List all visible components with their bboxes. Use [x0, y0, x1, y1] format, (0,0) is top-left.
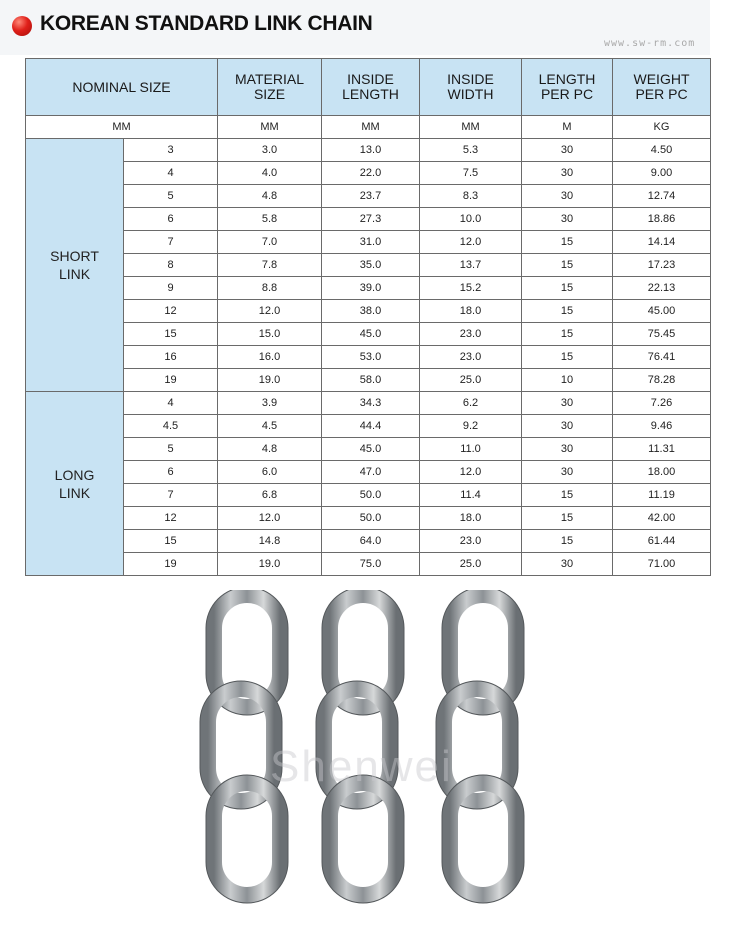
column-header-text: MATERIAL [235, 71, 304, 87]
table-cell: 23.7 [322, 185, 420, 208]
table-row [26, 254, 711, 277]
table-row [26, 553, 711, 576]
table-cell: 50.0 [322, 484, 420, 507]
table-cell: 45.0 [322, 438, 420, 461]
table-cell: 15 [522, 346, 613, 369]
table-row [26, 323, 711, 346]
table-cell: 6 [124, 461, 218, 484]
group-label-text: LINK [58, 484, 91, 501]
table-cell: 15 [124, 530, 218, 553]
table-row [26, 231, 711, 254]
column-header-text: INSIDE [447, 71, 494, 87]
column-header-text: PER PC [540, 86, 594, 102]
group-label-text: SHORT [50, 248, 99, 264]
table-cell: 30 [522, 392, 613, 415]
group-label-text: LINK [58, 266, 91, 282]
table-cell: 45.0 [322, 323, 420, 346]
table-cell: 4.8 [218, 438, 322, 461]
table-cell: 75.45 [613, 323, 711, 346]
table-cell: 14.14 [613, 231, 711, 254]
table-cell: 6.0 [218, 461, 322, 484]
column-header-text: SIZE [253, 86, 286, 102]
table-row [26, 300, 711, 323]
table-cell: 31.0 [322, 231, 420, 254]
column-header [420, 59, 522, 116]
table-row [26, 415, 711, 438]
table-cell: 23.0 [420, 530, 522, 553]
table-cell: 27.3 [322, 208, 420, 231]
table-cell: 5.3 [420, 139, 522, 162]
table-cell: 9.46 [613, 415, 711, 438]
table-row [26, 185, 711, 208]
table-cell: 15.0 [218, 323, 322, 346]
table-cell: 19 [124, 369, 218, 392]
table-cell: 18.0 [420, 300, 522, 323]
table-cell: 12.0 [420, 231, 522, 254]
table-cell: 22.13 [613, 277, 711, 300]
table-cell: 3.0 [218, 139, 322, 162]
table-row [26, 507, 711, 530]
table-cell: 15 [522, 254, 613, 277]
table-cell: 11.0 [420, 438, 522, 461]
table-row [26, 139, 711, 162]
table-cell: 12.0 [420, 461, 522, 484]
table-row [26, 369, 711, 392]
table-cell: 15 [124, 323, 218, 346]
table-cell: 35.0 [322, 254, 420, 277]
unit-cell: MM [218, 116, 322, 139]
table-row [26, 346, 711, 369]
table-cell: 15 [522, 530, 613, 553]
table-cell: 30 [522, 208, 613, 231]
table-cell: 11.19 [613, 484, 711, 507]
table-cell: 9.2 [420, 415, 522, 438]
table-cell: 13.0 [322, 139, 420, 162]
table-cell: 3.9 [218, 392, 322, 415]
watermark-url: www.sw-rm.com [604, 38, 696, 49]
column-header [218, 59, 322, 116]
column-header-text: WEIGHT [633, 71, 690, 87]
table-cell: 7.0 [218, 231, 322, 254]
table-cell: 7.5 [420, 162, 522, 185]
table-cell: 10.0 [420, 208, 522, 231]
column-header-text: WIDTH [447, 86, 494, 102]
table-cell: 30 [522, 553, 613, 576]
watermark-text: Shenwei [270, 742, 453, 791]
table-cell: 17.23 [613, 254, 711, 277]
table-cell: 30 [522, 162, 613, 185]
table-cell: 6.2 [420, 392, 522, 415]
table-row [26, 208, 711, 231]
table-cell: 45.00 [613, 300, 711, 323]
units-row [26, 116, 711, 139]
table-cell: 5 [124, 438, 218, 461]
table-cell: 12 [124, 300, 218, 323]
table-cell: 30 [522, 415, 613, 438]
table-cell: 18.0 [420, 507, 522, 530]
column-header [322, 59, 420, 116]
table-cell: 58.0 [322, 369, 420, 392]
table-cell: 71.00 [613, 553, 711, 576]
column-header [26, 59, 218, 116]
table-cell: 42.00 [613, 507, 711, 530]
table-cell: 64.0 [322, 530, 420, 553]
table-cell: 7.26 [613, 392, 711, 415]
table-cell: 9 [124, 277, 218, 300]
table-row [26, 438, 711, 461]
table-cell: 6 [124, 208, 218, 231]
table-cell: 12.0 [218, 507, 322, 530]
page-title: KOREAN STANDARD LINK CHAIN [40, 12, 373, 35]
table-cell: 18.86 [613, 208, 711, 231]
table-cell: 6.8 [218, 484, 322, 507]
table-cell: 5 [124, 185, 218, 208]
table-cell: 15.2 [420, 277, 522, 300]
table-cell: 7 [124, 231, 218, 254]
column-header-text: PER PC [635, 86, 688, 102]
spec-table [25, 58, 711, 576]
column-header [613, 59, 711, 116]
table-cell: 16.0 [218, 346, 322, 369]
group-label-text: LONG [54, 466, 95, 483]
table-cell: 8.8 [218, 277, 322, 300]
table-cell: 75.0 [322, 553, 420, 576]
red-bullet-icon [12, 16, 32, 36]
table-row [26, 162, 711, 185]
table-cell: 30 [522, 438, 613, 461]
table-row [26, 277, 711, 300]
table-cell: 19 [124, 553, 218, 576]
table-cell: 30 [522, 461, 613, 484]
table-cell: 7.8 [218, 254, 322, 277]
table-cell: 22.0 [322, 162, 420, 185]
table-cell: 23.0 [420, 346, 522, 369]
table-cell: 15 [522, 231, 613, 254]
table-cell: 34.3 [322, 392, 420, 415]
table-cell: 19.0 [218, 553, 322, 576]
table-cell: 4.5 [218, 415, 322, 438]
table-cell: 30 [522, 139, 613, 162]
table-cell: 12.0 [218, 300, 322, 323]
column-header [522, 59, 613, 116]
table-cell: 30 [522, 185, 613, 208]
table-cell: 16 [124, 346, 218, 369]
unit-cell: M [522, 116, 613, 139]
unit-cell: MM [26, 116, 218, 139]
table-cell: 4.50 [613, 139, 711, 162]
table-cell: 38.0 [322, 300, 420, 323]
table-cell: 8 [124, 254, 218, 277]
table-cell: 3 [124, 139, 218, 162]
column-header-text: INSIDE [347, 71, 394, 87]
table-cell: 13.7 [420, 254, 522, 277]
column-header-text: LENGTH [538, 71, 596, 87]
table-cell: 23.0 [420, 323, 522, 346]
table-cell: 4.0 [218, 162, 322, 185]
table-cell: 50.0 [322, 507, 420, 530]
table-cell: 12 [124, 507, 218, 530]
table-cell: 4.8 [218, 185, 322, 208]
table-cell: 4 [124, 392, 218, 415]
table-cell: 15 [522, 507, 613, 530]
table-cell: 14.8 [218, 530, 322, 553]
group-label [26, 392, 124, 576]
table-row [26, 484, 711, 507]
column-header-text: LENGTH [342, 86, 399, 102]
table-cell: 18.00 [613, 461, 711, 484]
table-cell: 15 [522, 277, 613, 300]
table-cell: 47.0 [322, 461, 420, 484]
column-header-text: NOMINAL SIZE [72, 78, 171, 95]
table-cell: 19.0 [218, 369, 322, 392]
table-row [26, 461, 711, 484]
table-cell: 4 [124, 162, 218, 185]
unit-cell: MM [322, 116, 420, 139]
table-cell: 15 [522, 300, 613, 323]
table-cell: 11.31 [613, 438, 711, 461]
title-bar [0, 0, 710, 55]
table-cell: 76.41 [613, 346, 711, 369]
table-cell: 61.44 [613, 530, 711, 553]
unit-cell: MM [420, 116, 522, 139]
group-label [26, 139, 124, 392]
table-row [26, 392, 711, 415]
table-cell: 8.3 [420, 185, 522, 208]
header-row [26, 59, 711, 116]
table-cell: 25.0 [420, 369, 522, 392]
table-cell: 10 [522, 369, 613, 392]
table-cell: 25.0 [420, 553, 522, 576]
table-cell: 53.0 [322, 346, 420, 369]
unit-cell: KG [613, 116, 711, 139]
table-cell: 4.5 [124, 415, 218, 438]
table-cell: 15 [522, 484, 613, 507]
table-cell: 12.74 [613, 185, 711, 208]
table-cell: 78.28 [613, 369, 711, 392]
table-cell: 15 [522, 323, 613, 346]
table-cell: 11.4 [420, 484, 522, 507]
table-cell: 44.4 [322, 415, 420, 438]
table-cell: 39.0 [322, 277, 420, 300]
table-row [26, 530, 711, 553]
table-cell: 5.8 [218, 208, 322, 231]
table-cell: 9.00 [613, 162, 711, 185]
table-cell: 7 [124, 484, 218, 507]
